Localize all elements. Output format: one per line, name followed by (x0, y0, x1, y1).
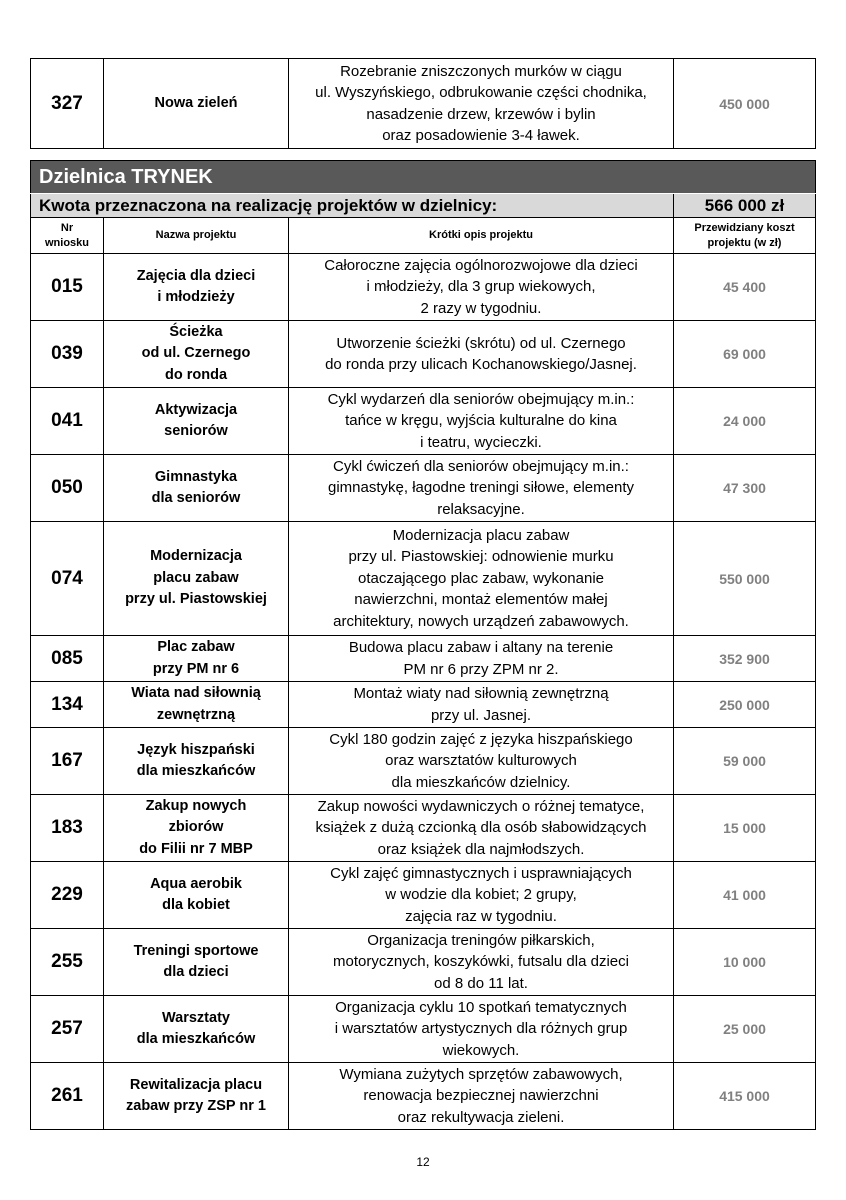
project-cost: 250 000 (674, 682, 816, 728)
district-amount-label: Kwota przeznaczona na realizację projektów w dzielnicy: (31, 194, 674, 218)
table-row (31, 862, 816, 929)
project-cost: 10 000 (674, 929, 816, 996)
table-row (31, 59, 816, 149)
project-cost: 24 000 (674, 388, 816, 455)
project-number: 261 (31, 1063, 104, 1130)
project-name: Rewitalizacja placu zabaw przy ZSP nr 1 (104, 1063, 289, 1130)
table-row (31, 682, 816, 728)
project-cost: 550 000 (674, 522, 816, 636)
project-number: 167 (31, 728, 104, 795)
column-header-description: Krótki opis projektu (289, 218, 674, 254)
project-number: 183 (31, 795, 104, 862)
project-name: Zakup nowych zbiorów do Filii nr 7 MBP (104, 795, 289, 862)
project-description: Organizacja cyklu 10 spotkań tematycznych i warsztatów artystycznych dla różnych grup wiekowych. (289, 996, 674, 1063)
project-description: Organizacja treningów piłkarskich, motorycznych, koszykówki, futsalu dla dzieci od 8 do 11 lat. (289, 929, 674, 996)
column-header-name: Nazwa projektu (104, 218, 289, 254)
project-name: Nowa zieleń (104, 59, 289, 149)
project-cost: 450 000 (674, 59, 816, 149)
table-row (31, 254, 816, 321)
project-name: Język hiszpański dla mieszkańców (104, 728, 289, 795)
project-number: 134 (31, 682, 104, 728)
project-number: 050 (31, 455, 104, 522)
project-name: Ścieżka od ul. Czernego do ronda (104, 321, 289, 388)
project-description: Utworzenie ścieżki (skrótu) od ul. Czernego do ronda przy ulicach Kochanowskiego/Jasnej. (289, 321, 674, 388)
column-header-nr: Nr wniosku (31, 218, 104, 254)
district-table (30, 160, 816, 1130)
district-header (31, 161, 816, 194)
column-header-row (31, 218, 816, 254)
column-header-cost: Przewidziany koszt projektu (w zł) (674, 218, 816, 254)
table-row (31, 636, 816, 682)
table-row (31, 929, 816, 996)
page-number: 12 (416, 1155, 430, 1169)
project-description: Cykl 180 godzin zajęć z języka hiszpańskiego oraz warsztatów kulturowych dla mieszkańców dzielnicy. (289, 728, 674, 795)
project-cost: 352 900 (674, 636, 816, 682)
project-name: Treningi sportowe dla dzieci (104, 929, 289, 996)
project-rows (31, 254, 816, 1130)
table-row (31, 728, 816, 795)
project-description: Wymiana zużytych sprzętów zabawowych, renowacja bezpiecznej nawierzchni oraz rekultywacja zieleni. (289, 1063, 674, 1130)
district-amount-value: 566 000 zł (674, 194, 816, 218)
table-row (31, 388, 816, 455)
project-name: Aqua aerobik dla kobiet (104, 862, 289, 929)
table-row (31, 1063, 816, 1130)
project-name: Plac zabaw przy PM nr 6 (104, 636, 289, 682)
project-cost: 45 400 (674, 254, 816, 321)
project-description: Montaż wiaty nad siłownią zewnętrzną przy ul. Jasnej. (289, 682, 674, 728)
project-description: Cykl zajęć gimnastycznych i usprawniających w wodzie dla kobiet; 2 grupy, zajęcia raz w tygodniu. (289, 862, 674, 929)
table-row (31, 522, 816, 636)
project-description: Zakup nowości wydawniczych o różnej tematyce, książek z dużą czcionką dla osób słabowidzących oraz książek dla najmłodszych. (289, 795, 674, 862)
district-amount-row (31, 194, 816, 218)
project-cost: 69 000 (674, 321, 816, 388)
project-description: Cykl ćwiczeń dla seniorów obejmujący m.in.: gimnastykę, łagodne treningi siłowe, elementy relaksacyjne. (289, 455, 674, 522)
project-description: Cykl wydarzeń dla seniorów obejmujący m.in.: tańce w kręgu, wyjścia kulturalne do kina i teatru, wycieczki. (289, 388, 674, 455)
project-cost: 415 000 (674, 1063, 816, 1130)
top-project-table (30, 58, 816, 149)
project-name: Warsztaty dla mieszkańców (104, 996, 289, 1063)
project-cost: 15 000 (674, 795, 816, 862)
project-name: Wiata nad siłownią zewnętrzną (104, 682, 289, 728)
project-name: Aktywizacja seniorów (104, 388, 289, 455)
project-description: Całoroczne zajęcia ogólnorozwojowe dla dzieci i młodzieży, dla 3 grup wiekowych, 2 razy w tygodniu. (289, 254, 674, 321)
project-cost: 47 300 (674, 455, 816, 522)
project-number: 015 (31, 254, 104, 321)
project-number: 041 (31, 388, 104, 455)
table-row (31, 996, 816, 1063)
project-number: 074 (31, 522, 104, 636)
table-row (31, 455, 816, 522)
project-cost: 41 000 (674, 862, 816, 929)
project-number: 085 (31, 636, 104, 682)
project-name: Zajęcia dla dzieci i młodzieży (104, 254, 289, 321)
project-number: 327 (31, 59, 104, 149)
project-cost: 59 000 (674, 728, 816, 795)
project-number: 255 (31, 929, 104, 996)
project-description: Modernizacja placu zabaw przy ul. Piastowskiej: odnowienie murku otaczającego plac zabaw, wykonanie nawierzchni, montaż elementów małej architektury, nowych urządzeń zabawowych. (289, 522, 674, 636)
project-name: Gimnastyka dla seniorów (104, 455, 289, 522)
project-number: 257 (31, 996, 104, 1063)
project-number: 229 (31, 862, 104, 929)
project-cost: 25 000 (674, 996, 816, 1063)
project-number: 039 (31, 321, 104, 388)
table-row (31, 795, 816, 862)
project-name: Modernizacja placu zabaw przy ul. Piastowskiej (104, 522, 289, 636)
table-row (31, 321, 816, 388)
project-description: Rozebranie zniszczonych murków w ciągu ul. Wyszyńskiego, odbrukowanie części chodnika, nasadzenie drzew, krzewów i bylin oraz posadowienie 3-4 ławek. (289, 59, 674, 149)
district-title: Dzielnica TRYNEK (31, 161, 816, 194)
project-description: Budowa placu zabaw i altany na terenie PM nr 6 przy ZPM nr 2. (289, 636, 674, 682)
